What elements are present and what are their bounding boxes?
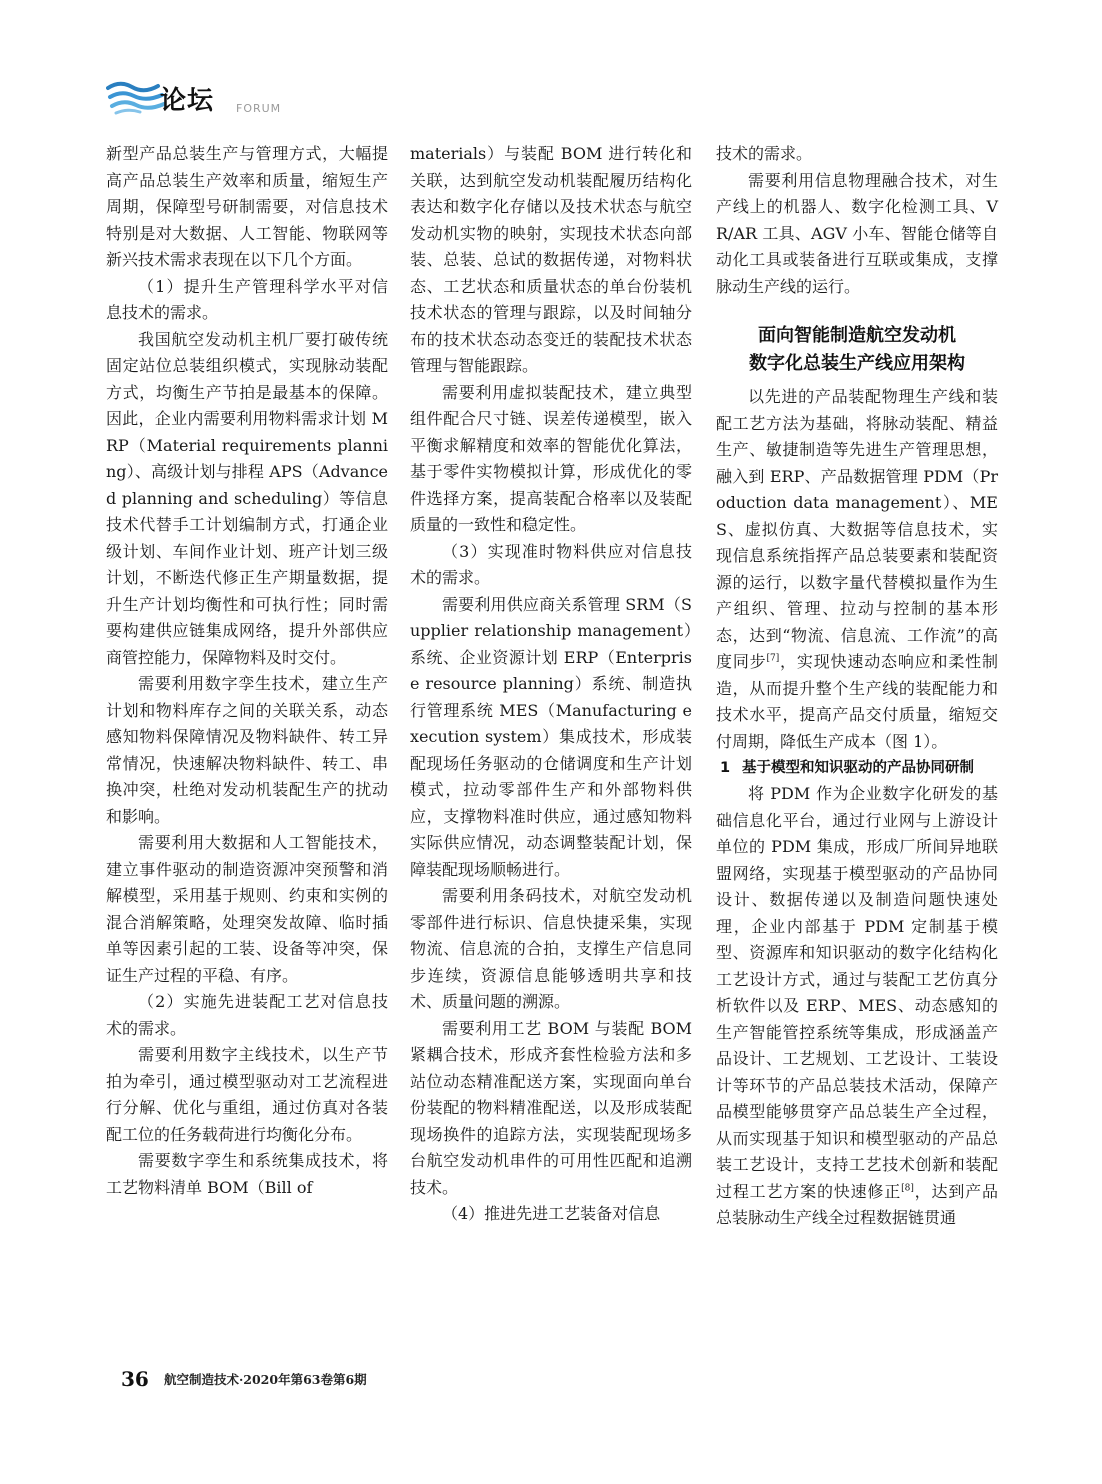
subsection-title: 基于模型和知识驱动的产品协同研制	[742, 760, 974, 776]
section-label: 论坛	[160, 86, 215, 116]
paragraph: 技术的需求。	[716, 144, 813, 163]
paragraph	[716, 384, 998, 755]
wave-logo-icon	[106, 78, 166, 116]
paragraph: materials）与装配 BOM 进行转化和关联，达到航空发动机装配履历结构化表达和数字化存储以及技术状态与航空发动机实物的映射，实现技术状态向部装、总装、总试的数据传递，对物料状态、工艺状态和质量状态的单台份装机技术状态的管理与跟踪，以及时间轴分布的技术状态动态变迁的装配技术状态管理与智能跟踪。	[410, 144, 692, 375]
paragraph: （4）推进先进工艺装备对信息	[442, 1204, 661, 1223]
section-heading-line-2: 数字化总装生产线应用架构	[749, 353, 965, 374]
citation: [8]	[901, 1183, 914, 1194]
subsection-number: 1	[720, 760, 731, 776]
paragraph: （3）实现准时物料供应对信息技术的需求。	[410, 541, 692, 587]
paragraph	[716, 781, 998, 1232]
section-heading-line-1: 面向智能制造航空发动机	[758, 325, 956, 346]
page-footer	[121, 1367, 821, 1393]
subsection-heading	[716, 755, 998, 781]
journal-info: 航空制造技术·2020年第63卷第6期	[163, 1372, 367, 1387]
paragraph: 需要利用数字孪生技术，建立生产计划和物料库存之间的关联关系，动态感知物料保障情况及物料缺件、转工异常情况，快速解决物料缺件、转工、串换冲突，杜绝对发动机装配生产的扰动和影响。	[106, 674, 388, 826]
text-column-1	[106, 141, 388, 1201]
paragraph: 需要利用供应商关系管理 SRM（Supplier relationship management）系统、企业资源计划 ERP（Enterprise resource planning）系统、制造执行管理系统 MES（Manufacturing execution system）集成技术，形成装配现场任务驱动的仓储调度和生产计划模式，拉动零部件生产和外部物料供应，支撑物料准时供应，通过感知物料实际供应情况，动态调整装配计划，保障装配现场顺畅进行。	[410, 594, 692, 879]
text-column-3	[716, 141, 998, 1232]
paragraph: （2）实施先进装配工艺对信息技术的需求。	[106, 992, 388, 1038]
page-number: 36	[121, 1367, 149, 1391]
paragraph: 需要利用大数据和人工智能技术，建立事件驱动的制造资源冲突预警和消解模型，采用基于规则、约束和实例的混合消解策略，处理突发故障、临时插单等因素引起的工装、设备等冲突，保证生产过程的平稳、有序。	[106, 833, 388, 985]
paragraph: 需要数字孪生和系统集成技术，将工艺物料清单 BOM（Bill of	[106, 1151, 388, 1197]
section-heading	[716, 322, 998, 378]
paragraph: 需要利用条码技术，对航空发动机零部件进行标识、信息快捷采集，实现物流、信息流的合拍，支撑生产信息同步连续，资源信息能够透明共享和技术、质量问题的溯源。	[410, 886, 692, 1011]
paragraph-text: ，达到产品总装脉动生产线全过程数据链贯通	[716, 1181, 998, 1227]
paragraph-text: 将 PDM 作为企业数字化研发的基础信息化平台，通过行业网与上游设计单位的 PDM 集成，形成厂所间异地联盟网络，实现基于模型驱动的产品协同设计、数据传递以及制造问题快速处理，企业内部基于 PDM 定制基于模型、资源库和知识驱动的数字化结构化工艺设计方式，通过与装配工艺仿真分析软件以及 ERP、MES、动态感知的生产智能管控系统等集成，形成涵盖产品设计、工艺规划、工艺设计、工装设计等环节的产品总装技术活动，保障产品模型能够贯穿产品总装生产全过程，从而实现基于知识和模型驱动的产品总装工艺设计，支持工艺技术创新和装配过程工艺方案的快速修正	[716, 784, 998, 1201]
page-header	[100, 72, 1020, 120]
citation: [7]	[766, 653, 780, 664]
column-3-intro	[716, 141, 998, 300]
paragraph: 需要利用工艺 BOM 与装配 BOM 紧耦合技术，形成齐套性检验方法和多站位动态精准配送方案，实现面向单台份装配的物料精准配送，以及形成装配现场换件的追踪方法，实现装配现场多台航空发动机串件的可用性匹配和追溯技术。	[410, 1018, 692, 1197]
paragraph: 需要利用虚拟装配技术，建立典型组件配合尺寸链、误差传递模型，嵌入平衡求解精度和效率的智能优化算法，基于零件实物模拟计算，形成优化的零件选择方案，提高装配合格率以及装配质量的一致性和稳定性。	[410, 382, 692, 534]
paragraph-text: ，实现快速动态响应和柔性制造，从而提升整个生产线的装配能力和技术水平，提高产品交付质量，缩短交付周期，降低生产成本（图 1）。	[716, 652, 998, 751]
paragraph: 需要利用数字主线技术，以生产节拍为牵引，通过模型驱动对工艺流程进行分解、优化与重组，通过仿真对各装配工位的任务载荷进行均衡化分布。	[106, 1045, 388, 1144]
paragraph: 需要利用信息物理融合技术，对生产线上的机器人、数字化检测工具、VR/AR 工具、AGV 小车、智能仓储等自动化工具或装备进行互联或集成，支撑脉动生产线的运行。	[716, 170, 998, 296]
section-label-en: FORUM	[236, 102, 282, 115]
paragraph: 新型产品总装生产与管理方式，大幅提高产品总装生产效率和质量，缩短生产周期，保障型号研制需要，对信息技术特别是对大数据、人工智能、物联网等新兴技术需求表现在以下几个方面。	[106, 144, 388, 269]
paragraph: 我国航空发动机主机厂要打破传统固定站位总装组织模式，实现脉动装配方式，均衡生产节拍是最基本的保障。因此，企业内需要利用物料需求计划 MRP（Material requirements planning）、高级计划与排程 APS（Advanced planning and scheduling）等信息技术代替手工计划编制方式，打通企业级计划、车间作业计划、班产计划三级计划，不断迭代修正生产期量数据，提升生产计划均衡性和可执行性；同时需要构建供应链集成网络，提升外部供应商管控能力，保障物料及时交付。	[106, 329, 388, 667]
text-column-2	[410, 141, 692, 1228]
paragraph-text: 以先进的产品装配物理生产线和装配工艺方法为基础，将脉动装配、精益生产、敏捷制造等先进生产管理思想，融入到 ERP、产品数据管理 PDM（Production data management）、MES、虚拟仿真、大数据等信息技术，实现信息系统指挥产品总装要素和装配资源的运行，以数字量代替模拟量作为生产组织、管理、拉动与控制的基本形态，达到“物流、信息流、工作流”的高度同步	[716, 387, 998, 671]
paragraph: （1）提升生产管理科学水平对信息技术的需求。	[106, 276, 388, 322]
